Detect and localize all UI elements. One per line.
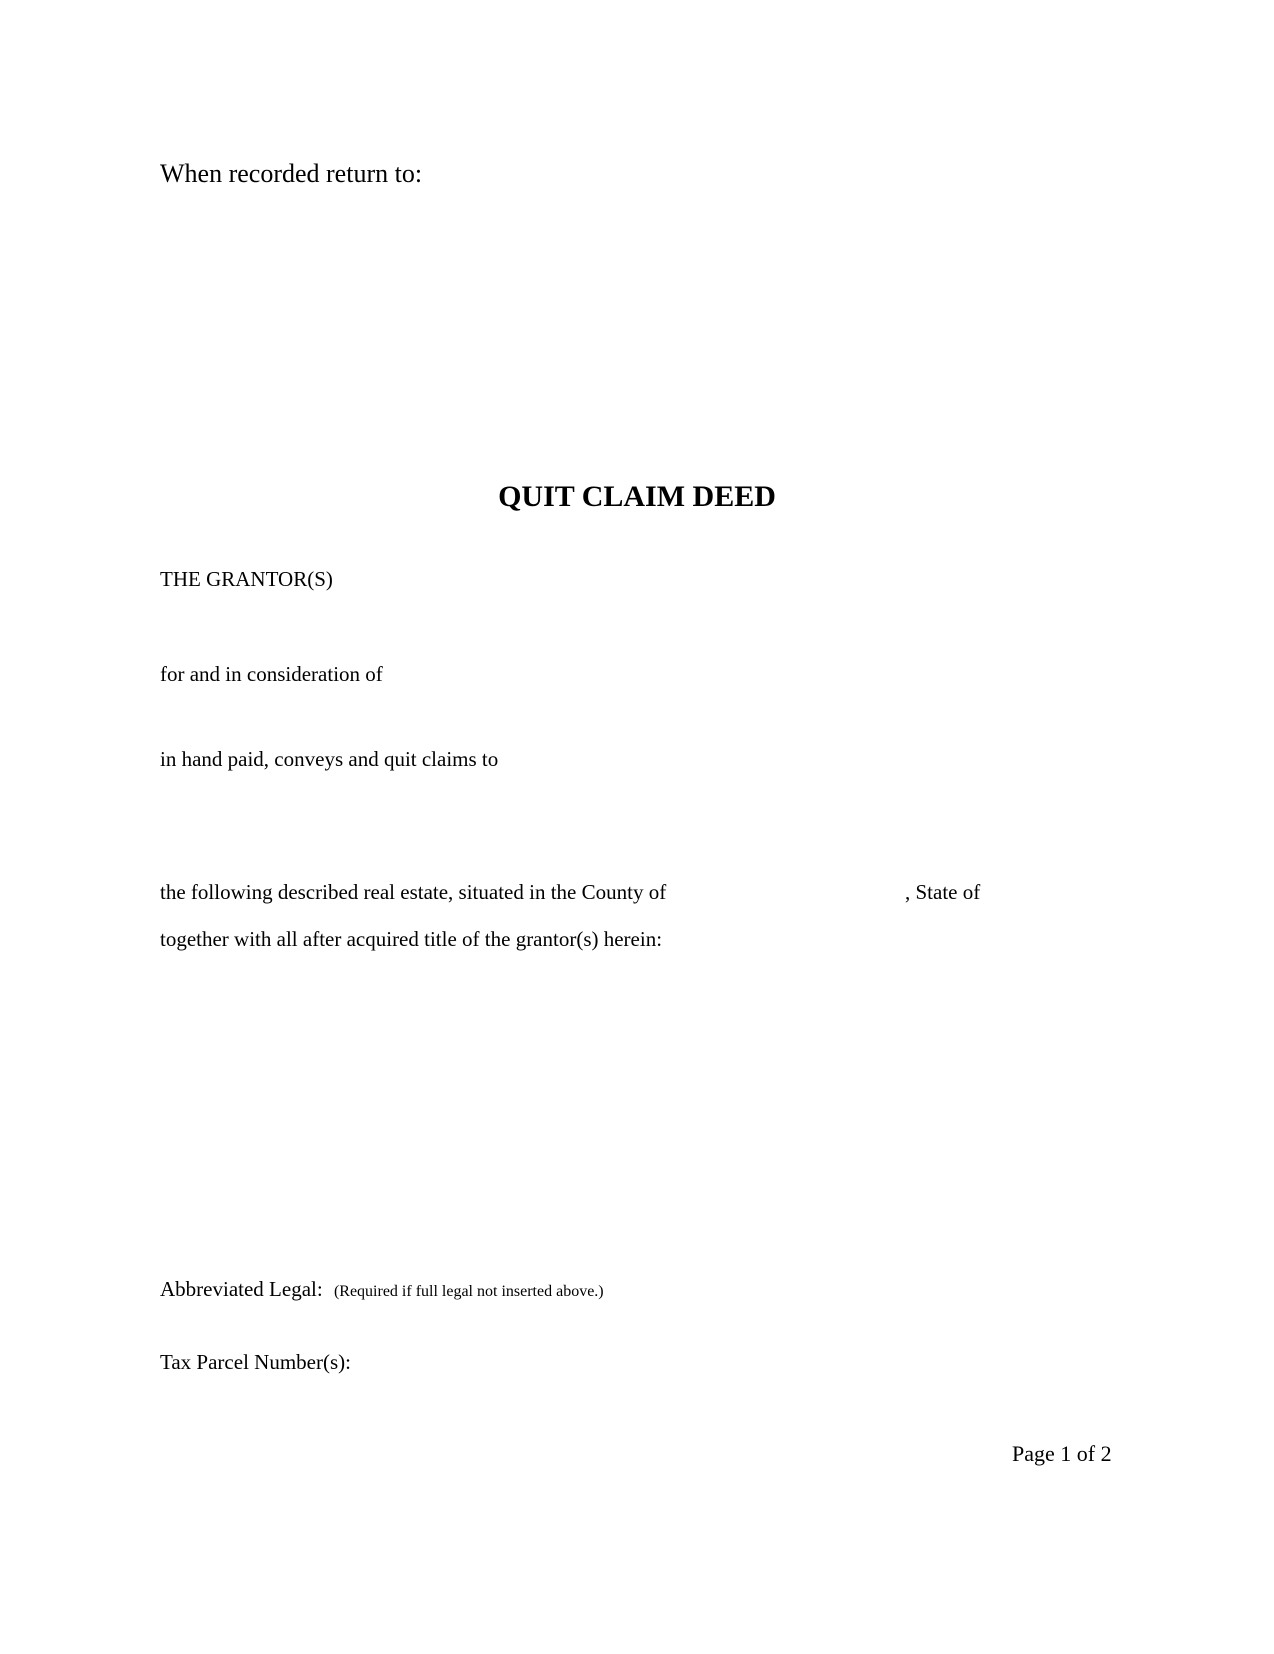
conveys-label: in hand paid, conveys and quit claims to [160,747,499,771]
abbreviated-legal-note: (Required if full legal not inserted above.) [333,1283,604,1300]
tax-parcel-label: Tax Parcel Number(s): [160,1350,351,1374]
document-title: QUIT CLAIM DEED [498,480,776,513]
page-number: Page 1 of 2 [1012,1441,1112,1466]
consideration-label: for and in consideration of [160,662,383,686]
county-label: the following described real estate, situated in the County of [160,880,667,904]
after-acquired-title-label: together with all after acquired title of the grantor(s) herein: [160,927,663,951]
abbreviated-legal-line [160,1279,604,1300]
abbreviated-legal-label: Abbreviated Legal: [160,1277,323,1301]
state-label: , State of [905,880,981,904]
return-to-label: When recorded return to: [160,159,423,188]
grantor-label: THE GRANTOR(S) [160,567,333,591]
